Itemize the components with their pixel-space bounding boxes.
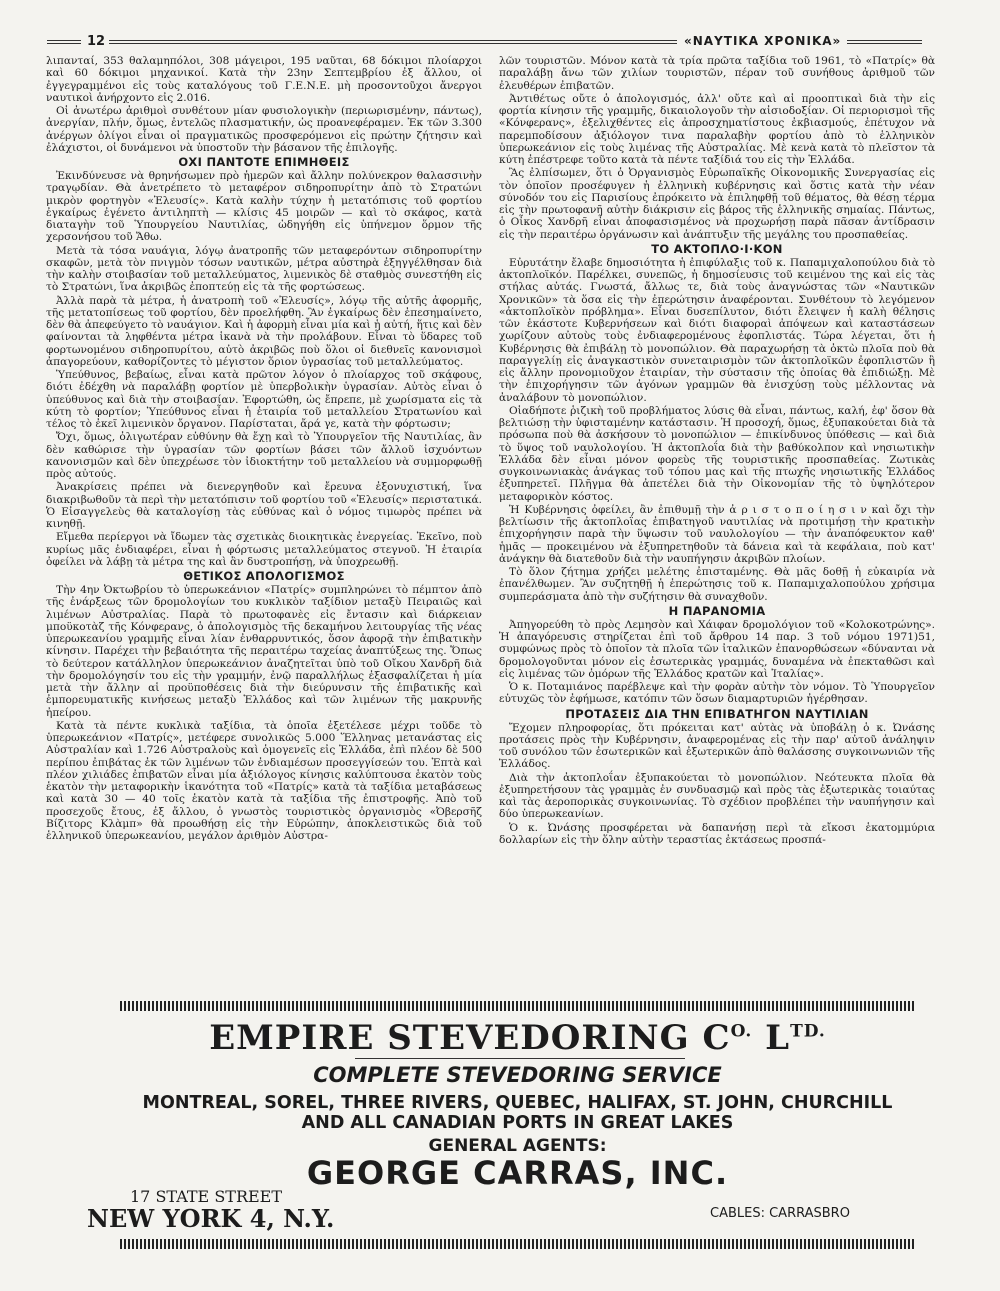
right-column — [499, 55, 935, 980]
article-paragraph: Εἴμεθα περίεργοι νὰ ἴδωμεν τὰς σχετικὰς διοικητικὰς ἐνεργείας. Ἐκεῖνο, ποὺ κυρίως μᾶς ἐνδιαφέρει, εἶναι ἡ φόρτωσις μεταλλεύματος στεγνοῦ. Ἡ ἑταιρία ὀφείλει νὰ λάβῃ τὰ μέτρα της καὶ ἂν δυστροπήσῃ, νὰ ὑποχρεωθῇ. — [46, 531, 482, 568]
right-intro-paragraph: Ἀντιθέτως οὔτε ὁ ἀπολογισμός, ἀλλ' οὔτε καὶ αἱ προοπτικαὶ διὰ τὴν εἰς φορτία κίνησιν τῆς γραμμῆς, δικαιολογοῦν τὴν αἰσιοδοξίαν. Οἱ περιορισμοὶ τῆς «Κόνφερανς», ἐξελιχθέντες εἰς ἀπροσχηματίστους ἐκβιασμούς, ἐπέτυχον νὰ παρεμποδίσουν ἀξιόλογον τινα παραλαβὴν φορτίου ἀπὸ τὸ ἑλληνικὸν ὑπερωκεάνιον εἰς τοὺς λιμένας τῆς Αὐστραλίας. Μὲ κενὰ κατὰ τὸ πλεῖστον τὰ κύτη ἐπέστρεφε τοῦτο κατὰ τὰ πέντε ταξίδιά του εἰς τὴν Ἑλλάδα. — [499, 92, 935, 166]
ad-divider — [355, 1058, 685, 1059]
header-rule-middle — [109, 40, 677, 44]
article-paragraph: Ἐκινδύνευσε νὰ θρηνήσωμεν πρὸ ἡμερῶν καὶ ἄλλην πολύνεκρον θαλασσινὴν τραγῳδίαν. Θὰ ἀνετρέπετο τὸ μεταφέρον σιδηροπυρίτην ἀπὸ τὸ Στρατώνι μικρὸν φορτηγὸν «Ἐλευσίς». Κατὰ καλὴν τύχην ἡ μετατόπισις τοῦ φορτίου ἐγκαίρως ἐγένετο ἀντιληπτὴ — κλίσις 45 μοιρῶν — καὶ τὸ σκάφος, κατὰ διαταγὴν τοῦ Ὑπουργείου Ναυτιλίας, ὡδηγήθη εἰς ὑπήνεμον ὅρμον τῆς χερσονήσου τοῦ Ἄθω. — [46, 170, 482, 244]
article-paragraph: Ὁ κ. Ποταμιάνος παρέβλεψε καὶ τὴν φορὰν αὐτὴν τὸν νόμον. Τὸ Ὑπουργεῖον εὐτυχῶς τὸν ἐφήμωσε, κατόπιν τῶν ὅσων διαμαρτυριῶν ἠγέρθησαν. — [499, 681, 935, 706]
article-paragraph: Ἡ Κυβέρνησις ὀφείλει, ἂν ἐπιθυμῇ τὴν ἀ ρ ι σ τ ο π ο ί η σ ι ν καὶ ὄχι τὴν βελτίωσιν τῆς ἀκτοπλοΐας ἐπιβατηγοῦ ναυτιλίας νὰ προτιμήσῃ τὴν κρατικὴν ἐπιχορήγησιν παρὰ τὴν ὕψωσιν τοῦ ναυλολογίου — τὴν ἀναπόφευκτον καθ' ἡμᾶς — προκειμένου νὰ ἐξυπηρετηθοῦν τὰ δάνεια καὶ τὰ κεφάλαια, ποὺ κατ' ἀνάγκην θὰ διατεθοῦν διὰ τὴν ναυπήγησιν ἀκριβῶν πλοίων. — [499, 503, 935, 565]
article-paragraph: Τὸ ὅλον ζήτημα χρήζει μελέτης ἐπισταμένης. Θὰ μᾶς δοθῇ ἡ εὐκαιρία νὰ ἐπανέλθωμεν. Ἂν συζητηθῇ ἡ ἐπερώτησις τοῦ κ. Παπαμιχαλοπούλου χρήσιμα συμπεράσματα ἀπὸ τὴν συζήτησιν θὰ συναχθοῦν. — [499, 566, 935, 603]
page-header — [47, 34, 922, 50]
left-intro-paragraph: Οἱ ἀνωτέρω ἀριθμοὶ συνθέτουν μίαν φυσιολογικὴν (περιωρισμένην, πάντως), ἀνεργίαν, πλήν, ὅμως, ἐντελῶς πλασματικήν, ὡς προανεφέραμεν. Ἐκ τῶν 3.300 ἀνέργων ὀλίγοι εἶναι οἱ πραγματικῶς προσφερόμενοι εἰς πρώτην ζήτησιν καὶ ἐλάχιστοι, οἱ δυνάμενοι νὰ ὑποστοῦν τὴν βάσανον τῆς ἐπιλογῆς. — [46, 105, 482, 154]
ad-agents-label: GENERAL AGENTS: — [428, 1136, 607, 1156]
ad-ports-line: MONTREAL, SOREL, THREE RIVERS, QUEBEC, HALIFAX, ST. JOHN, CHURCHILL — [142, 1093, 893, 1113]
article-paragraph: Τὴν 4ην Ὀκτωβρίου τὸ ὑπερωκεάνιον «Πατρίς» συμπληρώνει τὸ πέμπτον ἀπὸ τῆς ἐνάρξεως τῶν δρομολογίων του κυκλικὸν ταξίδιον μεταξὺ Πειραιῶς καὶ λιμένων Αὐστραλίας. Παρὰ τὸ πρωτοφανὲς εἰς ἔντασιν καὶ διάρκειαν μποϋκοτὰζ τῆς Κόνφερανς, ὁ ἀπολογισμὸς τῆς δεκαμήνου λειτουργίας τῆς νέας ὑπερωκεανίου γραμμῆς εἶναι λίαν ἐνθαρρυντικός, ὅσον ἀφορᾷ τὴν ἐπιβατικὴν κίνησιν. Παρέχει τὴν βεβαιότητα τῆς περαιτέρω ταχείας ἀναπτύξεως της. Ὅπως τὸ δεύτερον κατάλληλον ὑπερωκεάνιον ἀναζητεῖται ὑπὸ τοῦ Οἴκου Χανδρῆ διὰ τὴν δρομολόγησίν του εἰς τὴν γραμμήν, ἐνῷ παραλλήλως ἐξασφαλίζεται ἡ μία μετὰ τὴν ἄλλην αἱ προϋποθέσεις διὰ τὴν διεύρυνσιν τῆς ἐπιβατικῆς καὶ ἐμπορευματικῆς κινήσεως μεταξὺ Ἑλλάδος καὶ τῶν λιμένων τῆς μακρυνῆς ἠπείρου. — [46, 584, 482, 719]
publication-title: «ΝΑΥΤΙΚΑ ΧΡΟΝΙΚΑ» — [684, 34, 842, 48]
article-paragraph: Οἱαδήποτε ῥιζικὴ τοῦ προβλήματος λύσις θὰ εἶναι, πάντως, καλή, ἐφ' ὅσον θὰ βελτιώσῃ τὴν ὑφισταμένην κατάστασιν. Ἡ προσοχή, ὅμως, ἐξυπακούεται διὰ τὰ πρόσωπα ποὺ θὰ ἀσκήσουν τὸ μονοπώλιον — ἐπικίνδυνος ὑπόθεσις — καὶ διὰ τὸ ὕψος τοῦ ναυλολογίου. Ἡ ἀκτοπλοΐα διὰ τὴν βαθύκολπον καὶ νησιωτικὴν Ἑλλάδα δὲν εἶναι μόνον φορεὺς τῆς τουριστικῆς προσπαθείας. Ζωτικὰς συγκοινωνιακὰς ἀνάγκας τοῦ τόπου μας καὶ τῆς πτωχῆς νησιωτικῆς Ἑλλάδος ἐξυπηρετεῖ. Πλῆγμα θὰ ἀπετέλει διὰ τὴν Οἰκονομίαν τῆς τὸ ὑψηλότερον μεταφορικὸν κόστος. — [499, 404, 935, 503]
section-heading: ΘΕΤΙΚΟΣ ΑΠΟΛΟΓΙΣΜΟΣ — [183, 569, 345, 583]
left-column — [46, 55, 482, 980]
right-intro-paragraph: Ἂς ἐλπίσωμεν, ὅτι ὁ Ὀργανισμὸς Εὐρωπαϊκῆς Οἰκονομικῆς Συνεργασίας εἰς τὸν ὁποῖον προσέφυγεν ἡ ἑλληνικὴ κυβέρνησις καὶ ὅστις κατὰ τὴν νέαν σύνοδόν του εἰς Παρισίους ἐπρόκειτο νὰ ἐπιληφθῇ τοῦ θέματος, θὰ θέσῃ τέρμα εἰς τὴν πρωτοφανῆ αὐτὴν διάκρισιν εἰς βάρος τῆς ἑλληνικῆς σημαίας. Πάντως, ὁ Οἶκος Χανδρῆ εἶναι ἀποφασισμένος νὰ προχωρήσῃ παρὰ πᾶσαν ἀντίδρασιν εἰς τὴν περαιτέρω ὀργάνωσιν καὶ ἀνάπτυξιν τῆς μεγάλης του προσπαθείας. — [499, 167, 935, 241]
article-paragraph: Μετὰ τὰ τόσα ναυάγια, λόγῳ ἀνατροπῆς τῶν μεταφερόντων σιδηροπυρίτην σκαφῶν, μετὰ τὸν πνιγμὸν τόσων ναυτικῶν, μέτρα αὐστηρὰ ἐξηγγέλθησαν διὰ τὴν καλὴν στοιβασίαν τοῦ μεταλλεύματος, λιμενικὸς δὲ σταθμὸς συνεστήθη εἰς τὸ Στρατώνι, ἵνα ἀκριβῶς ἐποπτεύῃ εἰς τὰ τῆς φορτώσεως. — [46, 244, 482, 294]
ad-border-bottom — [120, 1239, 915, 1249]
section-heading: ΟΧΙ ΠΑΝΤΟΤΕ ΕΠΙΜΗΘΕΙΣ — [178, 155, 350, 169]
left-intro-paragraph: λιπανταί, 353 θαλαμηπόλοι, 308 μάγειροι, 195 ναῦται, 68 δόκιμοι πλοίαρχοι καὶ 60 δόκιμοι μηχανικοί. Κατὰ τὴν 23ην Σεπτεμβρίου ἐξ ἄλλου, οἱ ἐγγεγραμμένοι εἰς τοὺς καταλόγους τοῦ Γ.Ε.Ν.Ε. μὴ προσοντοῦχοι ἄνεργοι ναυτικοὶ ἀνήρχοντο εἰς 2.016. — [46, 55, 482, 104]
article-paragraph: Ὄχι, ὅμως, ὀλιγωτέραν εὐθύνην θὰ ἔχῃ καὶ τὸ Ὑπουργεῖον τῆς Ναυτιλίας, ἂν δὲν καθώρισε τὴν ὑγρασίαν τῶν φορτίων βάσει τῶν ἄλλοῦ ἰσχυόντων κανονισμῶν καὶ δὲν ὑπεχρέωσε τὸν ἰδιοκτήτην τοῦ μεταλλείου νὰ συμμορφωθῇ πρὸς αὐτούς. — [46, 431, 482, 480]
ad-cables: CABLES: CARRASBRO — [710, 1206, 850, 1221]
ad-city-address: NEW YORK 4, N.Y. — [87, 1204, 335, 1233]
article-paragraph: Ἀλλὰ παρὰ τὰ μέτρα, ἡ ἀνατροπὴ τοῦ «Ἐλευσίς», λόγῳ τῆς αὐτῆς ἀφορμῆς, τῆς μετατοπίσεως τοῦ φορτίου, δὲν προελήφθη. Ἂν ἐγκαίρως δὲν ἐπεσημαίνετο, δὲν θὰ ἀπεφεύγετο τὸ ναυάγιον. Καὶ ἡ ἀφορμὴ εἶναι μία καὶ ἡ αὐτή, ἥτις καὶ δὲν φαίνονται τὰ ληφθέντα μέτρα ἱκανὰ νὰ τὴν προλάβουν. Εἶναι τὸ ὕδαρες τοῦ φορτωνομένου σιδηροπυρίτου, αὐτὸ ἀκριβῶς ποὺ ὅλοι οἱ διεθνεῖς κανονισμοὶ ἀπαγορεύουν, καθορίζοντες τὸ μέγιστον ὅριον ὑγρασίας τοῦ μεταλλεύματος. — [46, 294, 482, 368]
article-paragraph: Εὐρυτάτην ἔλαβε δημοσιότητα ἡ ἐπιφύλαξις τοῦ κ. Παπαμιχαλοπούλου διὰ τὸ ἀκτοπλοϊκόν. Παρέλκει, συνεπῶς, ἡ δημοσίευσις τοῦ κειμένου της καὶ εἰς τὰς στήλας αὐτάς. Γνωστά, ἄλλως τε, διὰ τοὺς ἀναγνώστας τῶν «Ναυτικῶν Χρονικῶν» τὰ ὅσα εἰς τὴν ἐπερώτησιν ἀναφέρονται. Συνθέτουν τὸ λεγόμενον «ἀκτοπλοϊκὸν πρόβλημα». Εἶναι δυσεπίλυτον, διότι ἔλειψεν ἡ καλὴ θέλησις τῶν ἑκάστοτε Κυβερνήσεων καὶ διότι διαφοραὶ ἀπόψεων καὶ καταστάσεων χωρίζουν αὐτοὺς τοὺς ἐνδιαφερομένους ἐφοπλιστάς. Τώρα λέγεται, ὅτι ἡ Κυβέρνησις θὰ ἐπιβάλῃ τὸ μονοπώλιον. Θὰ παραχωρήσῃ τὰ ὀκτὼ πλοῖα ποὺ θὰ παραγγελίῃ εἰς ἀναγκαστικὸν συνεταιρισμὸν τῶν ἀκτοπλοϊκῶν ἐφοπλιστῶν ἢ εἰς ἄλλην προνομιοῦχον ἑταιρίαν, τὴν σύστασιν τῆς ὁποίας θὰ ἐπιδιώξῃ. Μὲ τὴν ἐπιχορήγησιν τῶν ἀγόνων γραμμῶν θὰ ἐνισχύσῃ τοὺς μέλλοντας νὰ ἀναλάβουν τὸ μονοπώλιον. — [499, 256, 935, 404]
header-rule-left — [47, 40, 81, 44]
ad-agent-name: GEORGE CARRAS, INC. — [306, 1154, 729, 1192]
ad-service-line: COMPLETE STEVEDORING SERVICE — [313, 1063, 722, 1087]
ad-street-address: 17 STATE STREET — [130, 1187, 283, 1206]
section-heading: Η ΠΑΡΑΝΟΜΙΑ — [668, 603, 766, 618]
ad-company-name: EMPIRE STEVEDORING $C^{O.}$ $L^{TD.}$ — [209, 1018, 826, 1058]
article-paragraph: Διὰ τὴν ἀκτοπλοΐαν ἐξυπακούεται τὸ μονοπώλιον. Νεότευκτα πλοῖα θὰ ἐξυπηρετήσουν τὰς γραμμὰς ἐν συνδυασμῷ καὶ πρὸς τὰς ἐξωτερικὰς τοιαύτας καὶ τὰς ἀεροπορικὰς συγκοινωνίας. Τὸ σχέδιον προβλέπει τὴν ναυπήγησιν καὶ δύο ὑπερωκεανίων. — [499, 771, 935, 821]
section-heading: ΠΡΟΤΑΣΕΙΣ ΔΙΑ ΤΗΝ ΕΠΙΒΑΤΗΓΟΝ ΝΑΥΤΙΛΙΑΝ — [565, 706, 869, 721]
right-intro-paragraph: λῶν τουριστῶν. Μόνον κατὰ τὰ τρία πρῶτα ταξίδια τοῦ 1961, τὸ «Πατρίς» θὰ παραλάβῃ ἄνω τῶν χιλίων τουριστῶν, πέραν τοῦ συνήθους ἀριθμοῦ τῶν ἐλευθέρων ἐπιβατῶν. — [499, 55, 935, 92]
ad-border-top — [120, 1001, 915, 1011]
page-number: 12 — [87, 34, 106, 49]
section-heading: ΤΟ ΑΚΤΟΠΛΟ·Ι·ΚΟΝ — [651, 241, 783, 256]
article-paragraph: Κατὰ τὰ πέντε κυκλικὰ ταξίδια, τὰ ὁποῖα ἐξετέλεσε μέχρι τοῦδε τὸ ὑπερωκεάνιον «Πατρίς», μετέφερε συνολικῶς 5.000 Ἕλληνας μετανάστας εἰς Αὐστραλίαν καὶ 1.726 Αὐστραλοὺς καὶ ὁμογενεῖς εἰς Ἑλλάδα, ἐπὶ πλέον δὲ 500 περίπου ἐπιβάτας ἐκ τῶν λιμένων τῶν ἐνδιαμέσων προσεγγίσεών του. Ἑπτὰ καὶ πλέον χιλιάδες ἐπιβατῶν εἶναι μία ἀξιόλογος κίνησις καλύπτουσα ἑκατὸν τοὺς ἑκατὸν τὴν μεταφορικὴν ἱκανότητα τοῦ «Πατρίς» κατὰ τὰ ταξίδια μεταβάσεως καὶ κατὰ 30 — 40 τοῖς ἑκατὸν κατὰ τὰ ταξίδια τῆς ἐπιστροφῆς. Ἀπὸ τοῦ προσεχοῦς ἔτους, ἐξ ἄλλου, ὁ γνωστὸς τουριστικὸς ὀργανισμὸς «Ὀβερσῆζ Βίζιτορς Κλὰμπ» θὰ προωθήσῃ εἰς τὴν Εὐρώπην, ἀποκλειστικῶς διὰ τοῦ ἑλληνικοῦ ὑπερωκεανίου, μεγάλον ἀριθμὸν Αὐστρα- — [46, 719, 482, 842]
advertisement — [87, 1001, 915, 1256]
article-paragraph: Ὁ κ. Ὠνάσης προσφέρεται νὰ δαπανήσῃ περὶ τὰ εἴκοσι ἑκατομμύρια δολλαρίων εἰς τὴν ὅλην αὐτὴν τεραστίας ἐκτάσεως προσπά- — [499, 821, 935, 846]
header-rule-right — [847, 40, 922, 44]
article-paragraph: Ἀπηγορεύθη τὸ πρὸς Λεμησὸν καὶ Χάιφαν δρομολόγιον τοῦ «Κολοκοτρώνης». Ἡ ἀπαγόρευσις στηρίζεται ἐπὶ τοῦ ἄρθρου 14 παρ. 3 τοῦ νόμου 1971)51, συμφώνως πρὸς τὸ ὁποῖον τὰ πλοῖα τῶν ἰταλικῶν ἐπανορθώσεων «δύνανται νὰ δρομολογοῦνται μόνον εἰς ἐσωτερικὰς γραμμάς, δυναμένα νὰ ἐπεκταθῶσι καὶ εἰς λιμένας τῶν ὁμόρων τῆς Ἑλλάδος κρατῶν καὶ Ἰταλίας». — [499, 618, 935, 680]
article-paragraph: Ὑπεύθυνος, βεβαίως, εἶναι κατὰ πρῶτον λόγον ὁ πλοίαρχος τοῦ σκάφους, διότι ἐδέχθη νὰ παραλάβῃ φορτίον μὲ ὑπερβολικὴν ὑγρασίαν. Αὐτὸς εἶναι ὁ ὑπεύθυνος καὶ διὰ τὴν στοιβασίαν. Ἐφορτώθη, ὡς ἔπρεπε, μὲ χωρίσματα εἰς τὰ κύτη τὸ φορτίον; Ὑπεύθυνος εἶναι ἡ ἑταιρία τοῦ μεταλλείου Στρατωνίου καὶ τέλος τὸ ἐκεῖ λιμενικὸν ὄργανον. Παρίσταται, ἄρά γε, κατὰ τὴν φόρτωσιν; — [46, 369, 482, 430]
article-paragraph: Ἔχομεν πληροφορίας, ὅτι πρόκειται κατ' αὐτὰς νὰ ὑποβάλῃ ὁ κ. Ὠνάσης προτάσεις πρὸς τὴν Κυβέρνησιν, ἀναφερομένας εἰς τὴν παρ' αὐτοῦ ἀνάληψιν τοῦ συνόλου τῶν ἐσωτερικῶν καὶ ἐξωτερικῶν ἀπὸ θαλάσσης συγκοινωνιῶν τῆς Ἑλλάδος. — [499, 721, 935, 771]
ad-ports-line: AND ALL CANADIAN PORTS IN GREAT LAKES — [301, 1113, 734, 1133]
article-paragraph: Ἀνακρίσεις πρέπει νὰ διενεργηθοῦν καὶ ἔρευνα ἐξονυχιστική, ἵνα διακριβωθοῦν τὰ περὶ τὴν μετατόπισιν τοῦ φορτίου τοῦ «Ἐλευσίς» περιστατικά. Ὁ Εἰσαγγελεὺς θὰ καταλογίσῃ τὰς εὐθύνας καὶ ὁ νόμος τιμωρὸς πρέπει νὰ κινηθῇ. — [46, 481, 482, 530]
